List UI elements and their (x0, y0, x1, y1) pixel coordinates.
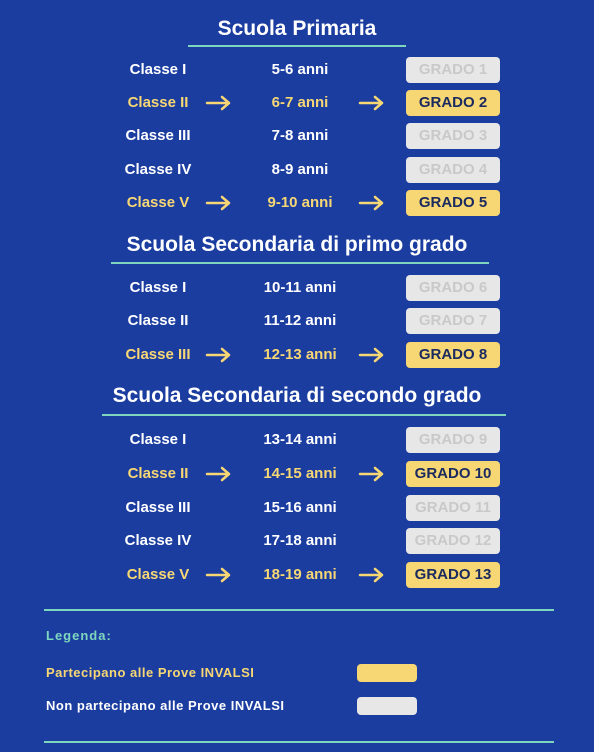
right-arrow-icon (358, 345, 386, 365)
legend-participating-swatch (357, 664, 417, 682)
table-row (0, 157, 594, 183)
table-row (0, 461, 594, 487)
age-label: 9-10 anni (267, 194, 333, 211)
right-arrow-icon (205, 565, 233, 585)
class-label: Classe III (125, 346, 191, 363)
grade-badge: GRADO 8 (406, 342, 500, 368)
grade-badge: GRADO 10 (406, 461, 500, 487)
grade-badge: GRADO 2 (406, 90, 500, 116)
grade-badge: GRADO 1 (406, 57, 500, 83)
table-row (0, 190, 594, 216)
grade-badge: GRADO 13 (406, 562, 500, 588)
class-label: Classe II (127, 465, 189, 482)
right-arrow-icon (205, 464, 233, 484)
grade-badge: GRADO 5 (406, 190, 500, 216)
title-underline (102, 414, 506, 416)
class-label: Classe II (127, 94, 189, 111)
grade-badge: GRADO 6 (406, 275, 500, 301)
section-title-secondaria-primo: Scuola Secondaria di primo grado (126, 233, 468, 256)
legend-divider-top (44, 609, 554, 611)
grade-badge: GRADO 7 (406, 308, 500, 334)
age-label: 11-12 anni (263, 312, 337, 329)
page-edge (594, 0, 600, 752)
class-label: Classe IV (124, 161, 192, 178)
legend-not-participating-swatch (357, 697, 417, 715)
grade-badge: GRADO 12 (406, 528, 500, 554)
grade-badge: GRADO 3 (406, 123, 500, 149)
age-label: 18-19 anni (263, 566, 337, 583)
grade-badge: GRADO 4 (406, 157, 500, 183)
table-row (0, 342, 594, 368)
age-label: 5-6 anni (271, 61, 329, 78)
table-row (0, 90, 594, 116)
class-label: Classe V (126, 194, 190, 211)
right-arrow-icon (205, 193, 233, 213)
right-arrow-icon (205, 93, 233, 113)
class-label: Classe I (129, 61, 187, 78)
age-label: 17-18 anni (263, 532, 337, 549)
age-label: 12-13 anni (263, 346, 337, 363)
age-label: 14-15 anni (263, 465, 337, 482)
right-arrow-icon (205, 345, 233, 365)
age-label: 6-7 anni (271, 94, 329, 111)
table-row (0, 57, 594, 83)
table-row (0, 308, 594, 334)
section-title-secondaria-secondo: Scuola Secondaria di secondo grado (112, 384, 482, 407)
class-label: Classe V (126, 566, 190, 583)
section-title-primaria: Scuola Primaria (217, 17, 377, 40)
age-label: 8-9 anni (271, 161, 329, 178)
legend-not-participating-label: Non partecipano alle Prove INVALSI (46, 698, 285, 713)
age-label: 7-8 anni (271, 127, 329, 144)
grade-badge: GRADO 11 (406, 495, 500, 521)
table-row (0, 123, 594, 149)
class-label: Classe II (127, 312, 189, 329)
title-underline (111, 262, 489, 264)
legend-participating-label: Partecipano alle Prove INVALSI (46, 665, 255, 680)
legend-divider-bottom (44, 741, 554, 743)
grade-badge: GRADO 9 (406, 427, 500, 453)
class-label: Classe IV (124, 532, 192, 549)
age-label: 13-14 anni (263, 431, 337, 448)
table-row (0, 562, 594, 588)
age-label: 10-11 anni (263, 279, 337, 296)
right-arrow-icon (358, 193, 386, 213)
right-arrow-icon (358, 464, 386, 484)
legend-title: Legenda: (46, 628, 112, 643)
class-label: Classe I (129, 431, 187, 448)
class-label: Classe III (125, 499, 191, 516)
class-label: Classe I (129, 279, 187, 296)
table-row (0, 495, 594, 521)
table-row (0, 427, 594, 453)
age-label: 15-16 anni (263, 499, 337, 516)
title-underline (188, 45, 406, 47)
table-row (0, 275, 594, 301)
class-label: Classe III (125, 127, 191, 144)
right-arrow-icon (358, 565, 386, 585)
right-arrow-icon (358, 93, 386, 113)
table-row (0, 528, 594, 554)
